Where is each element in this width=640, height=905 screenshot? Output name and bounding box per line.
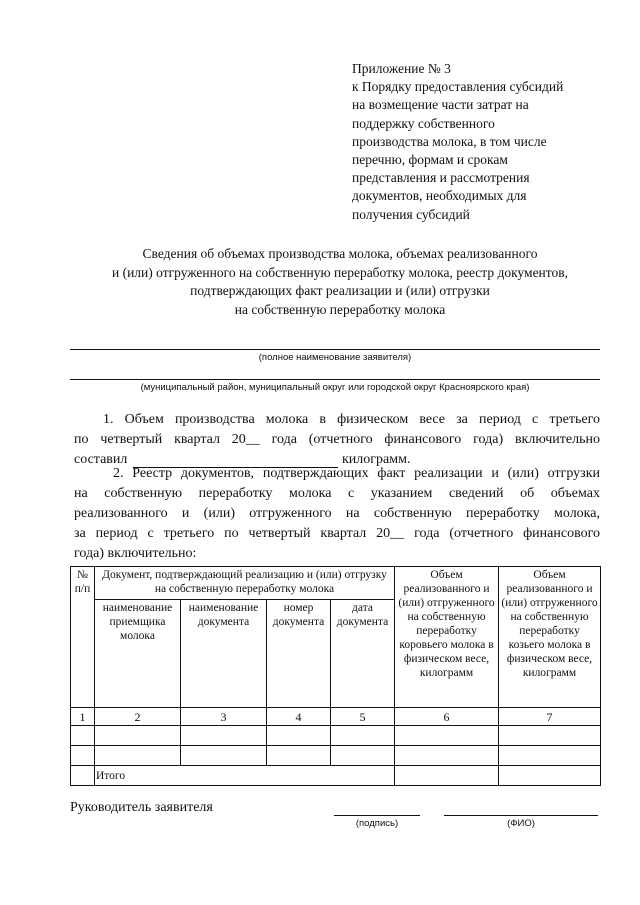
- appendix-line: документов, необходимых для: [352, 188, 527, 204]
- appendix-line: получения субсидий: [352, 206, 470, 222]
- header-document-number: номер документа: [267, 600, 331, 708]
- table-cell[interactable]: [267, 726, 331, 746]
- header-cow-milk-volume: Объем реализованного и (или) отгруженного на собственную переработку коровьего молока в физическом весе, килограмм: [395, 567, 499, 708]
- total-row: [71, 766, 601, 786]
- appendix-header: [352, 60, 622, 224]
- signature-label: Руководитель заявителя: [70, 800, 213, 815]
- table-cell[interactable]: [499, 746, 601, 766]
- appendix-line: производства молока, в том числе: [352, 133, 547, 149]
- header-document-name: наименование документа: [181, 600, 267, 708]
- para2-line3: реализованного и (или) отгруженного на собственную переработку молока,: [74, 506, 600, 521]
- column-number: 3: [181, 708, 267, 726]
- para2-line4: за период с третьего по четвертый квартал 20__ года (отчетного финансового: [74, 526, 600, 541]
- column-numbers-row: [71, 708, 601, 726]
- table-row: [71, 726, 601, 746]
- header-document-group: Документ, подтверждающий реализацию и (или) отгрузку на собственную переработку молока: [95, 567, 395, 600]
- district-caption: (муниципальный район, муниципальный округ или городской округ Красноярского края): [140, 382, 530, 393]
- signature-line[interactable]: [334, 815, 420, 816]
- table-cell[interactable]: [95, 726, 181, 746]
- para1-line3-prefix: составил: [74, 452, 128, 467]
- applicant-name-caption: (полное наименование заявителя): [258, 352, 412, 363]
- para1-line3-suffix: килограмм.: [342, 452, 411, 467]
- appendix-line: поддержку собственного: [352, 115, 495, 131]
- table-cell[interactable]: [95, 746, 181, 766]
- column-number: 2: [95, 708, 181, 726]
- table-cell[interactable]: [181, 726, 267, 746]
- appendix-line: Приложение № 3: [352, 61, 451, 76]
- table-cell[interactable]: [267, 746, 331, 766]
- fio-caption: (ФИО): [507, 818, 535, 829]
- column-number: 7: [499, 708, 601, 726]
- table-cell[interactable]: [71, 746, 95, 766]
- signature-caption: (подпись): [355, 818, 399, 829]
- document-title: [60, 245, 620, 319]
- para2-line1: 2. Реестр документов, подтверждающих факт реализации и (или) отгрузки: [113, 466, 600, 481]
- para1-line1: 1. Объем производства молока в физическом весе за период с третьего: [103, 412, 600, 427]
- table-cell[interactable]: [71, 766, 95, 786]
- table-cell[interactable]: [331, 746, 395, 766]
- title-line: Сведения об объемах производства молока, объемах реализованного: [142, 246, 538, 261]
- table-cell[interactable]: [71, 726, 95, 746]
- column-number: 6: [395, 708, 499, 726]
- header-number: № п/п: [71, 567, 95, 708]
- title-line: подтверждающих факт реализации и (или) отгрузки: [190, 283, 490, 298]
- para1-line2: по четвертый квартал 20__ года (отчетного финансового года) включительно: [74, 432, 600, 447]
- header-buyer-name: наименование приемщика молока: [95, 600, 181, 708]
- total-goat-volume-cell[interactable]: [499, 766, 601, 786]
- total-cow-volume-cell[interactable]: [395, 766, 499, 786]
- header-goat-milk-volume: Объем реализованного и (или) отгруженного на собственную переработку козьего молока в физическом весе, килограмм: [499, 567, 601, 708]
- table-row: [71, 746, 601, 766]
- registry-table: [70, 566, 601, 786]
- fio-line[interactable]: [444, 815, 598, 816]
- para2-line2: на собственную переработку молока с указанием сведений об объемах: [74, 486, 600, 501]
- table-cell[interactable]: [395, 746, 499, 766]
- appendix-line: на возмещение части затрат на: [352, 97, 529, 113]
- header-document-date: дата документа: [331, 600, 395, 708]
- appendix-line: к Порядку предоставления субсидий: [352, 79, 564, 95]
- title-line: на собственную переработку молока: [234, 301, 446, 317]
- table-cell[interactable]: [395, 726, 499, 746]
- title-line: и (или) отгруженного на собственную переработку молока, реестр документов,: [111, 264, 569, 280]
- district-line[interactable]: [70, 379, 600, 380]
- total-label: Итого: [95, 766, 395, 786]
- table-cell[interactable]: [331, 726, 395, 746]
- column-number: 1: [71, 708, 95, 726]
- para2-line5: года) включительно:: [74, 546, 197, 561]
- appendix-line: перечню, формам и срокам: [352, 152, 508, 168]
- column-number: 5: [331, 708, 395, 726]
- applicant-name-line[interactable]: [70, 349, 600, 350]
- column-number: 4: [267, 708, 331, 726]
- table-cell[interactable]: [181, 746, 267, 766]
- table-cell[interactable]: [499, 726, 601, 746]
- appendix-line: представления и рассмотрения: [352, 170, 530, 186]
